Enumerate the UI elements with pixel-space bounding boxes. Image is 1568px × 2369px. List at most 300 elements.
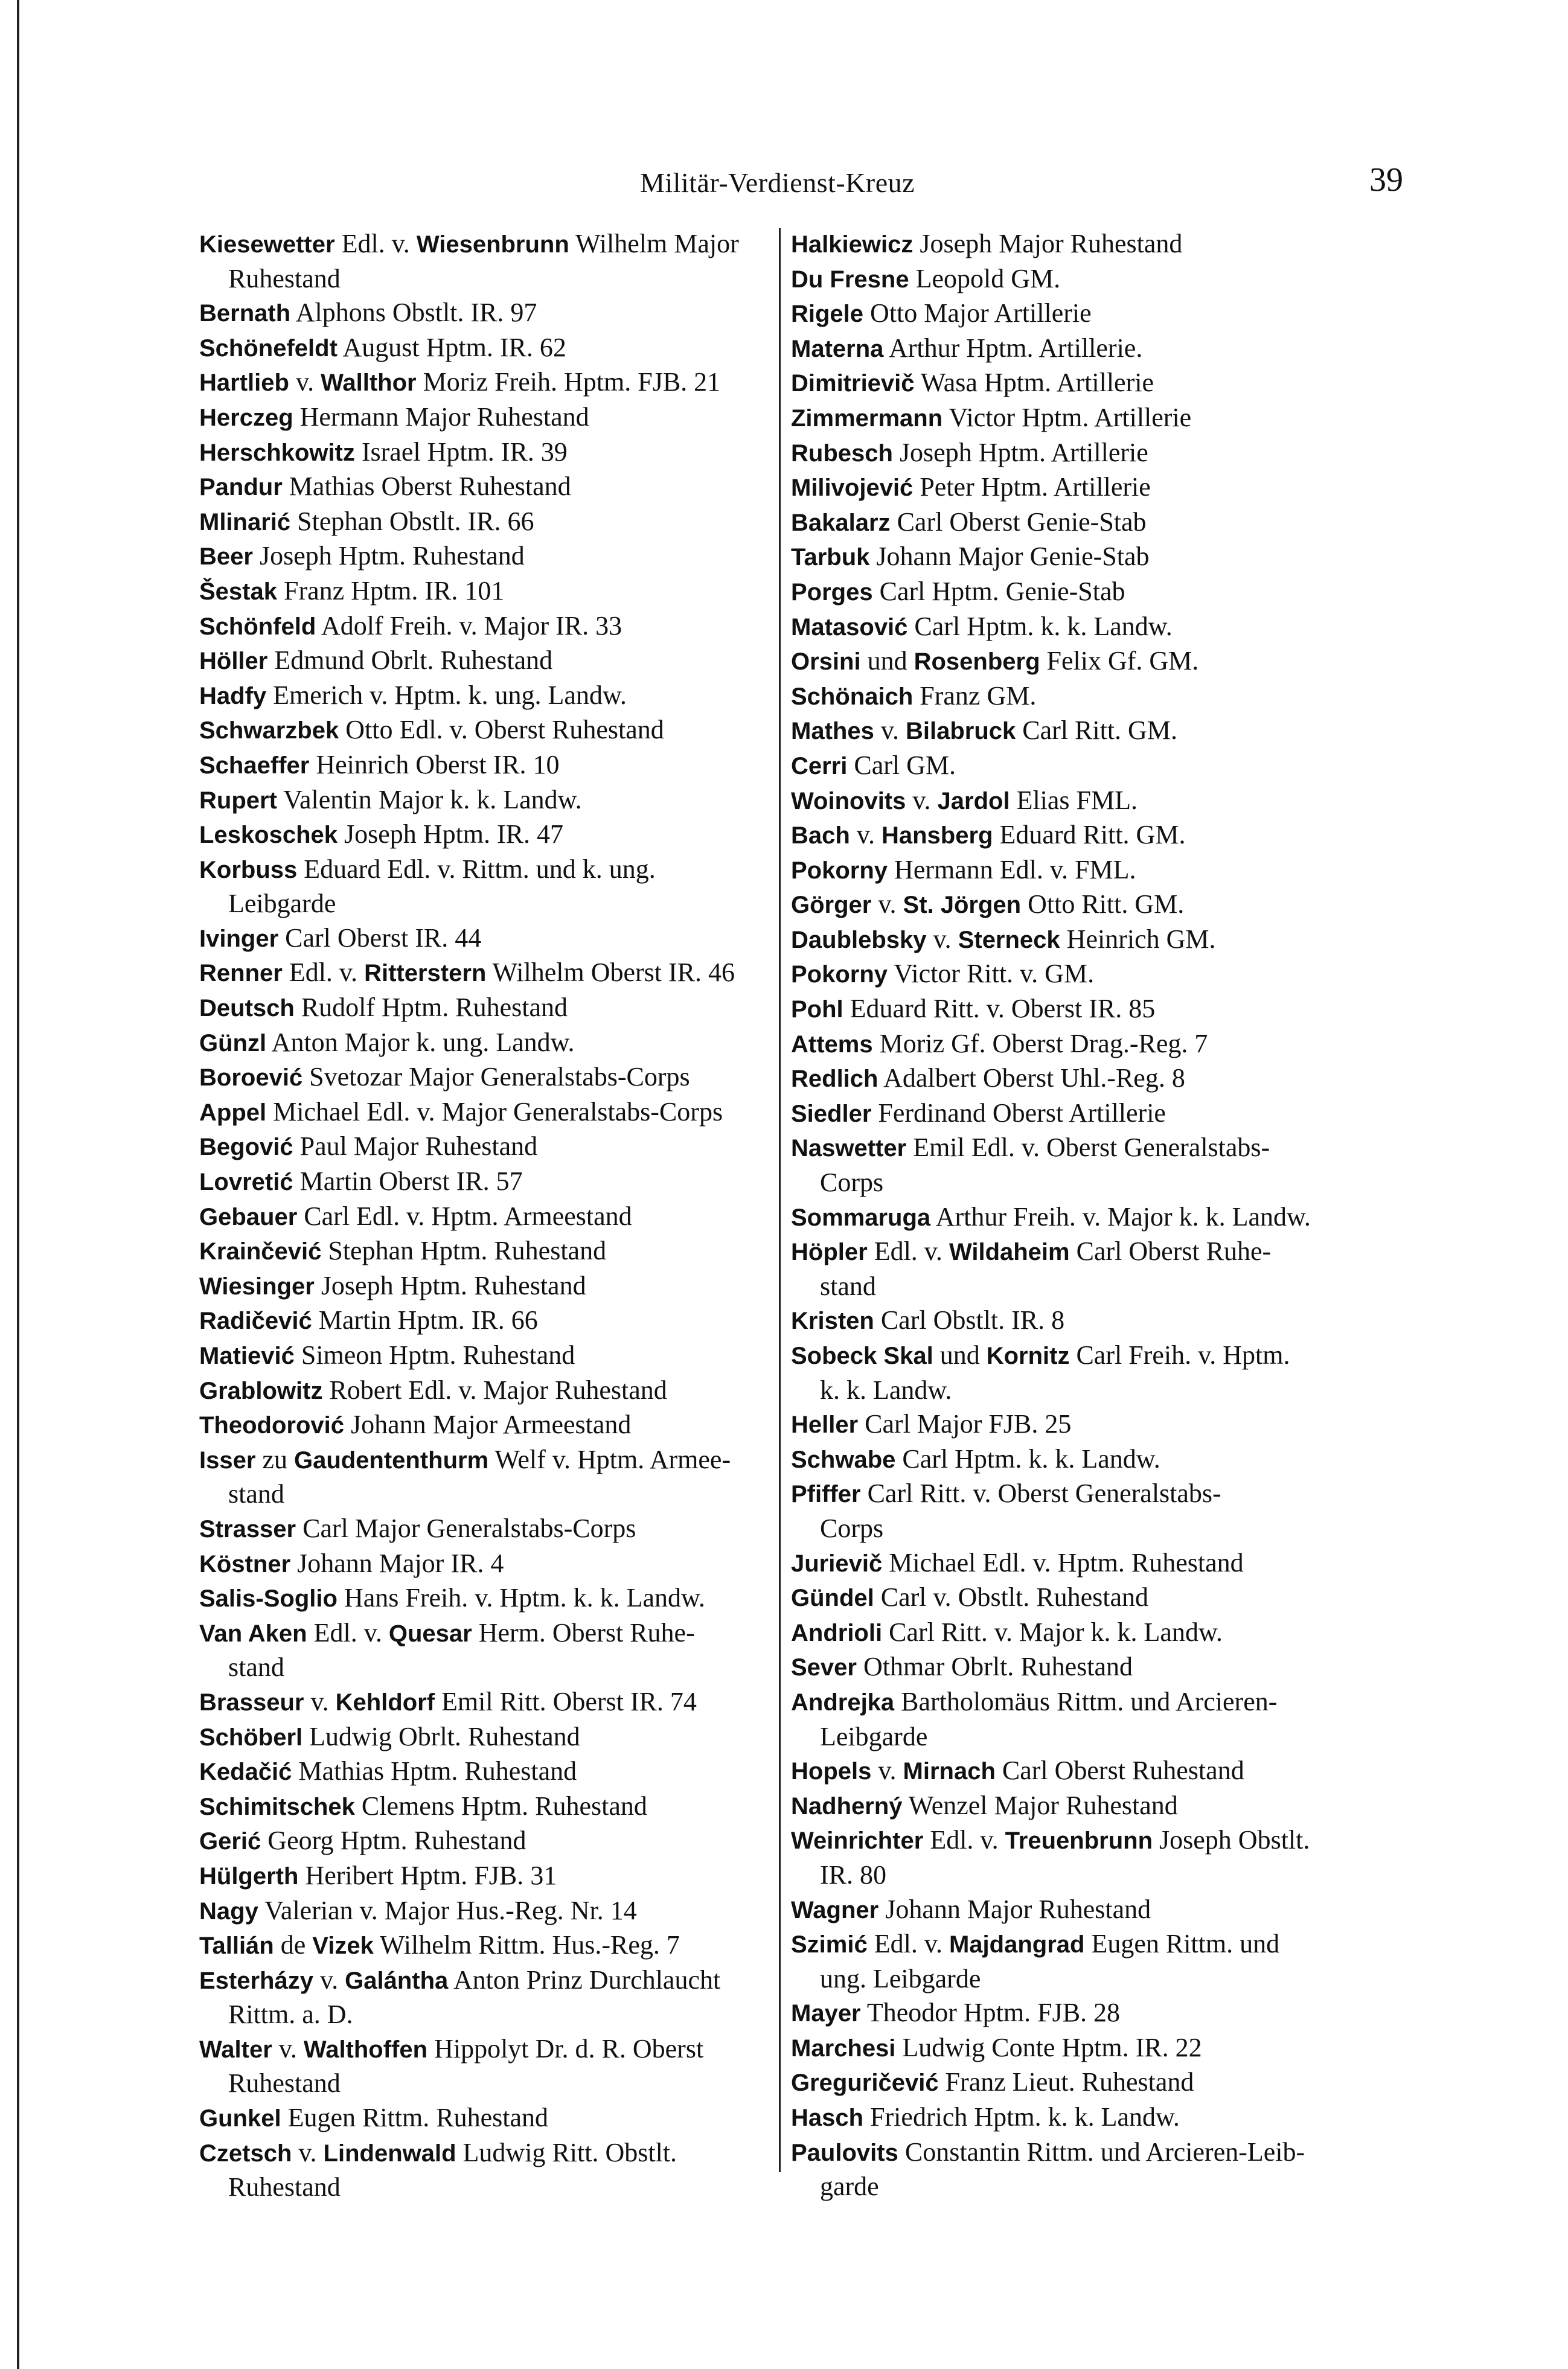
entry-text: Carl Hptm. Genie-Stab (872, 576, 1125, 606)
entry-line (791, 1546, 1407, 1581)
entry-line (791, 679, 1407, 714)
entry-line (199, 1754, 803, 1789)
surname: Matasović (791, 613, 908, 641)
surname: Lovretić (199, 1169, 293, 1196)
surname: Du Fresne (791, 266, 909, 293)
entry-text: Moriz Gf. Oberst Drag.-Reg. 7 (872, 1028, 1208, 1058)
entry-line (791, 1754, 1407, 1789)
entry-text: Constantin Rittm. und Arcieren-Leib- (898, 2137, 1305, 2167)
surname: Hartlieb (199, 369, 289, 397)
entry-line (199, 1234, 803, 1269)
entry-text: Othmar Obrlt. Ruhestand (856, 1652, 1133, 1682)
entry-line (199, 227, 803, 262)
entry-line (199, 365, 803, 400)
entry-text: v. (292, 2137, 324, 2167)
entry-text: IR. 80 (820, 1859, 886, 1890)
entry-text: Simeon Hptm. Ruhestand (294, 1340, 575, 1370)
entry-text: Eugen Rittm. und (1084, 1929, 1280, 1959)
entry-text: Ludwig Conte Hptm. IR. 22 (895, 2032, 1202, 2062)
surname: Pfiffer (791, 1481, 861, 1508)
page-number: 39 (1369, 161, 1403, 199)
surname: Gündel (791, 1585, 874, 1612)
entry-line (199, 1963, 803, 1998)
entry-line (791, 714, 1407, 749)
entry-line (791, 1200, 1407, 1235)
entry-text: Bartholomäus Rittm. und Arcieren- (894, 1686, 1278, 1716)
entry-line (199, 1547, 803, 1582)
entry-line (199, 505, 803, 540)
entry-line (199, 1894, 803, 1929)
surname: Wallthor (321, 369, 417, 397)
entry-line (199, 1512, 803, 1547)
entry-line (199, 1373, 803, 1408)
entry-line (791, 922, 1407, 958)
entry-line (199, 539, 803, 574)
surname: Sever (791, 1654, 857, 1681)
surname: Hasch (791, 2105, 864, 2132)
entry-continuation (791, 1373, 1407, 1408)
entry-text: Anton Prinz Durchlaucht (448, 1965, 721, 1995)
entry-text: Franz Lieut. Ruhestand (938, 2067, 1194, 2097)
surname: Schimitschek (199, 1793, 355, 1820)
entry-text: Carl Freih. v. Hptm. (1069, 1340, 1290, 1370)
entry-line (791, 1338, 1407, 1373)
surname: Hülgerth (199, 1862, 299, 1890)
entry-line (791, 1235, 1407, 1270)
entry-line (791, 1303, 1407, 1338)
surname: Orsini (791, 648, 861, 676)
entry-text: v. (871, 889, 903, 919)
entry-line (199, 609, 803, 644)
entry-line (199, 1824, 803, 1859)
entry-text: Wilhelm Rittm. Hus.-Reg. 7 (373, 1930, 680, 1960)
entry-text: v. (874, 715, 906, 746)
entry-continuation (199, 262, 803, 296)
entry-text: Joseph Hptm. Artillerie (892, 437, 1148, 467)
entry-line (791, 540, 1407, 575)
entry-continuation (199, 1477, 803, 1512)
entry-line (791, 2135, 1407, 2170)
surname: Vizek (312, 1933, 374, 1960)
entry-continuation (791, 1720, 1407, 1754)
entry-text: Victor Ritt. v. GM. (888, 959, 1095, 989)
entry-line (791, 1477, 1407, 1512)
surname: Gunkel (199, 2105, 281, 2132)
entry-text: garde (820, 2172, 879, 2202)
entry-text: Carl Obstlt. IR. 8 (874, 1305, 1065, 1335)
entry-line (791, 1061, 1407, 1096)
entry-text: Johann Major Genie-Stab (869, 542, 1150, 572)
entry-continuation (791, 1166, 1407, 1200)
entry-text: Elias FML. (1010, 785, 1138, 815)
surname: Rigele (791, 301, 864, 328)
entry-text: Joseph Hptm. Ruhestand (252, 541, 525, 571)
entry-text: Leibgarde (228, 889, 336, 919)
entry-text: Martin Hptm. IR. 66 (312, 1305, 538, 1335)
entry-text: Hippolyt Dr. d. R. Oberst (427, 2033, 704, 2064)
entry-text: Franz Hptm. IR. 101 (277, 575, 505, 606)
entry-line (199, 574, 803, 609)
surname: Korbuss (199, 856, 298, 883)
surname: Paulovits (791, 2139, 898, 2166)
entry-line (199, 956, 803, 991)
entry-continuation (199, 1651, 803, 1685)
entry-text: Mathias Hptm. Ruhestand (292, 1756, 577, 1786)
surname: Renner (199, 960, 283, 987)
surname: Naswetter (791, 1135, 907, 1162)
entry-text: Carl Major FJB. 25 (858, 1409, 1072, 1439)
entry-line (199, 679, 803, 714)
entry-text: Otto Ritt. GM. (1021, 889, 1185, 919)
surname: Lindenwald (323, 2140, 456, 2167)
entry-line (791, 1096, 1407, 1131)
entry-text: Franz GM. (913, 680, 1037, 711)
entry-text: Robert Edl. v. Major Ruhestand (322, 1375, 667, 1405)
entry-line (791, 401, 1407, 436)
entry-line (791, 1893, 1407, 1928)
surname: Siedler (791, 1100, 872, 1127)
entry-line (791, 749, 1407, 784)
entry-text: v. (906, 785, 938, 815)
surname: Kiesewetter (199, 231, 335, 258)
surname: Pokorny (791, 857, 888, 884)
entry-text: Valentin Major k. k. Landw. (277, 784, 582, 814)
surname: Herczeg (199, 404, 293, 431)
entry-line (199, 783, 803, 818)
entry-text: Ruhestand (228, 2172, 341, 2202)
entry-text: Carl Hptm. k. k. Landw. (895, 1443, 1160, 1474)
entry-line (791, 227, 1407, 262)
surname: Tallián (199, 1933, 274, 1960)
column-divider (779, 228, 781, 2172)
surname: Heller (791, 1411, 859, 1439)
entry-text: Wenzel Major Ruhestand (902, 1790, 1178, 1820)
surname: Wiesinger (199, 1273, 315, 1300)
surname: Hansberg (881, 822, 993, 849)
surname: Sobeck Skal (791, 1343, 933, 1369)
entry-continuation (791, 2170, 1407, 2204)
entry-text: Ruhestand (228, 263, 341, 293)
entry-continuation (791, 1270, 1407, 1304)
entry-line (791, 505, 1407, 540)
entry-text: Eduard Ritt. GM. (993, 820, 1186, 850)
entry-text: Carl Ritt. v. Major k. k. Landw. (882, 1617, 1223, 1647)
entry-line (199, 1026, 803, 1061)
surname: Salis-Soglio (199, 1585, 338, 1613)
surname: Cerri (791, 752, 848, 779)
entry-text: Stephan Hptm. Ruhestand (321, 1236, 607, 1266)
entry-text: Corps (820, 1168, 884, 1198)
entry-line (199, 2032, 803, 2067)
entry-text: Edl. v. (867, 1929, 949, 1959)
entry-line (199, 1616, 803, 1651)
surname: Isser (199, 1447, 256, 1474)
entry-text: Ludwig Obrlt. Ruhestand (302, 1721, 580, 1751)
surname: Gerić (199, 1828, 261, 1855)
surname: Czetsch (199, 2140, 292, 2167)
entry-line (791, 1407, 1407, 1442)
entry-text: Ferdinand Oberst Artillerie (871, 1098, 1166, 1128)
entry-line (199, 1338, 803, 1373)
entry-text: stand (228, 1479, 284, 1509)
surname: Szimić (791, 1931, 868, 1958)
entry-line (199, 1200, 803, 1235)
entry-text: Hermann Edl. v. FML. (888, 854, 1136, 884)
entry-text: Clemens Hptm. Ruhestand (354, 1791, 647, 1821)
entry-line (199, 1859, 803, 1894)
surname: Pohl (791, 996, 843, 1023)
surname: Wagner (791, 1896, 879, 1923)
surname: Theodorović (199, 1412, 345, 1439)
surname: Jurievič (791, 1550, 883, 1577)
entry-text: stand (228, 1652, 284, 1683)
entry-line (199, 435, 803, 470)
entry-text: und (933, 1340, 987, 1370)
surname: Ivinger (199, 925, 279, 952)
surname: Strasser (199, 1515, 296, 1543)
surname: Schönaich (791, 683, 914, 710)
surname: Šestak (199, 578, 277, 605)
entry-text: Carl Oberst Genie-Stab (890, 507, 1147, 537)
surname: Begović (199, 1134, 293, 1161)
entry-line (199, 1060, 803, 1095)
surname: Schönfeld (199, 613, 316, 640)
entry-text: Eugen Rittm. Ruhestand (281, 2103, 548, 2133)
surname: Van Aken (199, 1620, 307, 1647)
entry-text: Emil Ritt. Oberst IR. 74 (435, 1686, 697, 1716)
entry-text: Edl. v. (307, 1617, 389, 1648)
surname: Hadfy (199, 682, 267, 709)
entry-text: Carl v. Obstlt. Ruhestand (874, 1582, 1149, 1613)
entry-line (791, 331, 1407, 366)
surname: Quesar (388, 1620, 472, 1647)
entry-continuation (199, 2067, 803, 2101)
entry-text: Heinrich GM. (1060, 924, 1216, 954)
entry-line (791, 366, 1407, 401)
entry-line (791, 262, 1407, 297)
surname: Schwabe (791, 1446, 896, 1473)
entry-text: zu (255, 1444, 294, 1474)
entry-line (199, 296, 803, 331)
surname: Beer (199, 543, 253, 571)
entry-line (199, 1443, 803, 1478)
entry-text: Carl Hptm. k. k. Landw. (907, 611, 1173, 641)
entry-text: Carl Oberst Ruhe- (1069, 1236, 1272, 1267)
entry-text: Otto Major Artillerie (863, 298, 1092, 328)
entry-line (199, 644, 803, 679)
surname: Grablowitz (199, 1377, 323, 1404)
entry-text: Edl. v. (923, 1825, 1005, 1855)
entry-text: de (274, 1930, 313, 1960)
entry-text: Felix Gf. GM. (1040, 646, 1199, 676)
surname: Krainčević (199, 1238, 322, 1265)
surname: Attems (791, 1031, 873, 1058)
surname: Matiević (199, 1343, 295, 1369)
entry-line (199, 921, 803, 956)
entry-text: Johann Major Ruhestand (878, 1894, 1151, 1924)
surname: Höller (199, 648, 268, 675)
entry-text: Edl. v. (282, 958, 365, 988)
entry-line (199, 1720, 803, 1755)
entry-line (791, 575, 1407, 610)
entry-text: Peter Hptm. Artillerie (913, 472, 1151, 502)
entry-line (199, 1685, 803, 1720)
entry-line (791, 1650, 1407, 1685)
entry-text: Edmund Obrlt. Ruhestand (267, 645, 553, 676)
entry-line (791, 957, 1407, 992)
entry-line (791, 644, 1407, 679)
surname: Kedačić (199, 1759, 292, 1786)
entry-line (199, 1095, 803, 1130)
surname: Boroević (199, 1064, 303, 1092)
surname: Weinrichter (791, 1827, 924, 1855)
entry-text: Wilhelm Oberst IR. 46 (486, 958, 735, 988)
entry-text: Carl Edl. v. Hptm. Armeestand (297, 1201, 632, 1231)
entry-text: Herm. Oberst Ruhe- (472, 1617, 695, 1648)
entry-continuation (199, 1998, 803, 2032)
entry-text: Eduard Edl. v. Rittm. und k. ung. (297, 854, 656, 884)
page-border (17, 0, 19, 2369)
entry-line (199, 748, 803, 783)
surname: Dimitrievič (791, 370, 915, 397)
surname: Kristen (791, 1308, 874, 1335)
surname: Mayer (791, 2000, 861, 2027)
entry-text: Edl. v. (334, 229, 417, 258)
entry-line (199, 1408, 803, 1443)
entry-line (791, 1027, 1407, 1062)
entry-line (791, 992, 1407, 1027)
entry-text: Rittm. a. D. (228, 2000, 353, 2030)
entry-line (791, 470, 1407, 505)
surname: Görger (791, 892, 872, 919)
surname: Nagy (199, 1897, 258, 1925)
entry-text: Arthur Freih. v. Major k. k. Landw. (930, 1201, 1311, 1232)
entry-text: Johann Major Armeestand (344, 1410, 632, 1440)
entry-text: Mathias Oberst Ruhestand (282, 472, 571, 502)
entry-text: stand (820, 1271, 876, 1301)
surname: Nadherný (791, 1792, 903, 1820)
entry-text: v. (272, 2033, 304, 2064)
entry-text: Georg Hptm. Ruhestand (261, 1826, 526, 1856)
entry-line (199, 331, 803, 366)
entry-text: Joseph Obstlt. (1153, 1825, 1310, 1855)
entry-text: Carl Ritt. v. Oberst Generalstabs- (860, 1479, 1221, 1509)
surname: Pokorny (791, 961, 888, 988)
surname: Andrioli (791, 1619, 883, 1646)
surname: Jardol (937, 787, 1010, 814)
entry-line (199, 1303, 803, 1338)
entry-text: Svetozar Major Generalstabs-Corps (302, 1062, 690, 1092)
entry-line (199, 1269, 803, 1304)
surname: Rupert (199, 787, 277, 814)
surname: Woinovits (791, 787, 906, 814)
entry-line (791, 1581, 1407, 1616)
entry-text: Stephan Obstlt. IR. 66 (290, 506, 534, 536)
surname: Gebauer (199, 1203, 298, 1230)
page-header (0, 161, 1568, 209)
surname: Mlinarić (199, 508, 291, 536)
surname: Hopels (791, 1758, 872, 1785)
entry-text: Rudolf Hptm. Ruhestand (294, 993, 568, 1023)
entry-text: August Hptm. IR. 62 (337, 332, 566, 362)
surname: Sommaruga (791, 1204, 931, 1231)
entry-text: Hans Freih. v. Hptm. k. k. Landw. (337, 1583, 705, 1613)
entry-text: Joseph Hptm. IR. 47 (338, 819, 564, 849)
entry-text: Adolf Freih. v. Major IR. 33 (316, 610, 622, 641)
surname: Gaudententhurm (293, 1447, 489, 1474)
entry-text: Eduard Ritt. v. Oberst IR. 85 (843, 994, 1156, 1024)
entry-line (791, 2031, 1407, 2066)
surname: Andrejka (791, 1689, 895, 1716)
surname: Schwarzbek (199, 717, 339, 744)
running-title: Militär-Verdienst-Kreuz (640, 167, 915, 198)
surname: Appel (199, 1099, 267, 1126)
entry-text: Joseph Hptm. Ruhestand (314, 1270, 586, 1300)
entry-line (199, 817, 803, 852)
left-column (199, 227, 803, 2205)
entry-line (791, 853, 1407, 888)
surname: Greguričević (791, 2070, 939, 2097)
entry-text: Edl. v. (867, 1236, 949, 1267)
entry-text: Emerich v. Hptm. k. ung. Landw. (266, 680, 627, 710)
entry-text: Friedrich Hptm. k. k. Landw. (863, 2102, 1180, 2132)
entry-text: v. (871, 1756, 903, 1786)
entry-text: Wilhelm Major (569, 229, 739, 258)
surname: Höpler (791, 1239, 868, 1266)
entry-text: ung. Leibgarde (820, 1963, 981, 1993)
entry-text: Adalbert Oberst Uhl.-Reg. 8 (878, 1063, 1185, 1093)
surname: Bernath (199, 300, 291, 327)
entry-text: Israel Hptm. IR. 39 (354, 436, 568, 467)
surname: Herschkowitz (199, 439, 355, 466)
entry-text: v. (850, 820, 882, 850)
entry-text: Corps (820, 1513, 884, 1543)
entry-text: Otto Edl. v. Oberst Ruhestand (339, 715, 664, 745)
entry-text: Theodor Hptm. FJB. 28 (860, 1998, 1121, 2028)
surname: Halkiewicz (791, 231, 914, 258)
entry-line (791, 1823, 1407, 1858)
entry-text: Johann Major IR. 4 (290, 1548, 504, 1578)
surname: Leskoschek (199, 822, 338, 849)
surname: Zimmermann (791, 404, 943, 432)
entry-text: Paul Major Ruhestand (293, 1131, 538, 1162)
entry-line (791, 1685, 1407, 1720)
entry-text: v. (289, 367, 321, 397)
entry-line (791, 1131, 1407, 1166)
surname: Günzl (199, 1029, 267, 1057)
entry-line (199, 713, 803, 748)
entry-line (791, 1789, 1407, 1824)
entry-text: k. k. Landw. (820, 1375, 952, 1405)
surname: Treuenbrunn (1005, 1827, 1153, 1855)
surname: Pandur (199, 474, 283, 501)
entry-line (199, 1130, 803, 1165)
surname: Brasseur (199, 1689, 304, 1716)
entry-text: Hermann Major Ruhestand (293, 401, 589, 432)
entry-text: Michael Edl. v. Hptm. Ruhestand (882, 1547, 1244, 1578)
surname: Esterházy (199, 1967, 313, 1994)
entry-text: Moriz Freih. Hptm. FJB. 21 (416, 367, 721, 397)
entry-line (791, 2065, 1407, 2100)
surname: Bilabruck (905, 718, 1016, 745)
entry-line (199, 2101, 803, 2136)
entry-continuation (791, 1512, 1407, 1546)
entry-line (791, 610, 1407, 645)
entry-line (199, 2136, 803, 2171)
surname: Porges (791, 578, 873, 606)
entry-text: Arthur Hptm. Artillerie. (883, 333, 1143, 363)
entry-line (199, 400, 803, 435)
